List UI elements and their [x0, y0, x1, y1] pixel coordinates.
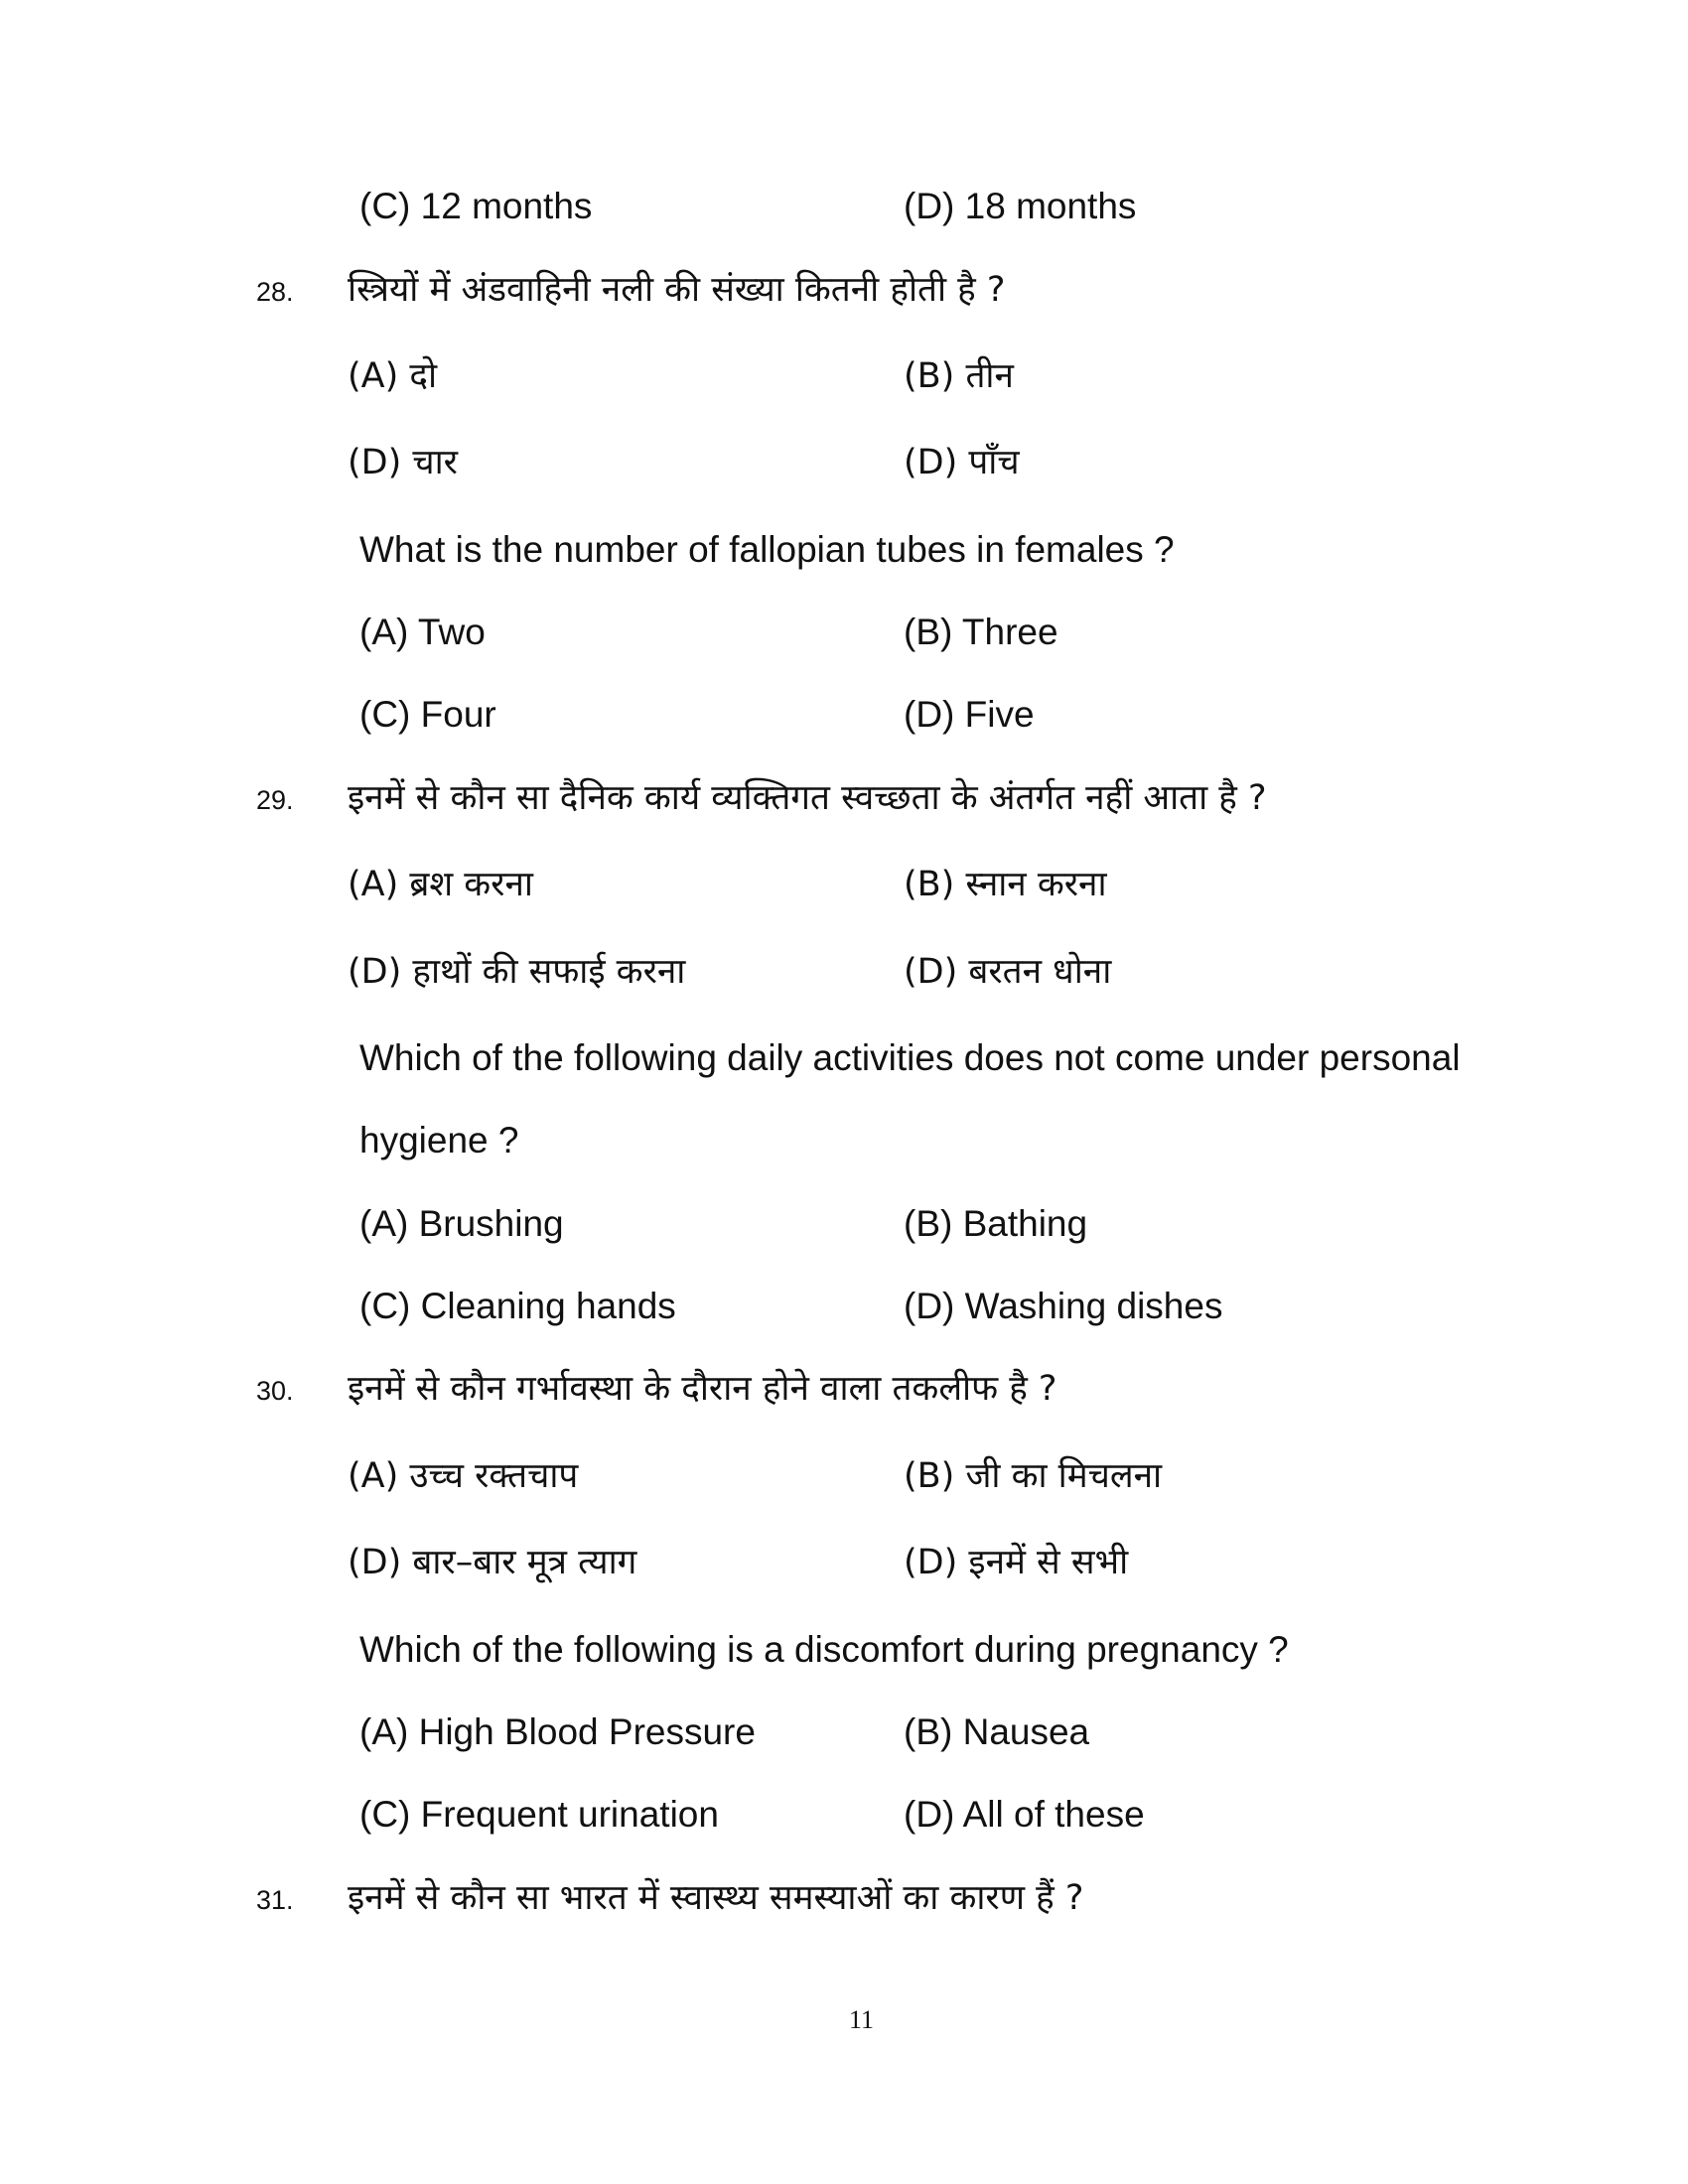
q28-english-option-a: (A) Two	[359, 612, 486, 652]
q29-english-option-a: (A) Brushing	[359, 1203, 564, 1244]
question-29-english-text-line2: hygiene ?	[359, 1120, 519, 1160]
q30-hindi-option-c: (D) बार–बार मूत्र त्याग	[348, 1543, 637, 1582]
q29-english-option-d: (D) Washing dishes	[904, 1286, 1223, 1326]
question-31-hindi-text: इनमें से कौन सा भारत में स्वास्थ्य समस्याओं का कारण हैं ?	[348, 1878, 1084, 1918]
q30-english-option-a: (A) High Blood Pressure	[359, 1711, 756, 1752]
q28-hindi-option-a: (A) दो	[348, 356, 438, 396]
q29-hindi-option-b: (B) स्नान करना	[904, 865, 1107, 904]
q29-hindi-option-a: (A) ब्रश करना	[348, 865, 533, 904]
question-29-english-text-line1: Which of the following daily activities does not come under personal	[359, 1037, 1461, 1078]
q28-english-option-b: (B) Three	[904, 612, 1058, 652]
question-number-29: 29.	[256, 785, 294, 815]
q29-hindi-option-c: (D) हाथों की सफाई करना	[348, 952, 686, 992]
q28-english-option-d: (D) Five	[904, 694, 1035, 735]
q30-english-option-c: (C) Frequent urination	[359, 1794, 719, 1835]
q30-english-option-b: (B) Nausea	[904, 1711, 1090, 1752]
q28-hindi-option-c: (D) चार	[348, 443, 458, 482]
q29-english-option-b: (B) Bathing	[904, 1203, 1088, 1244]
q30-english-option-d: (D) All of these	[904, 1794, 1145, 1835]
question-number-30: 30.	[256, 1376, 294, 1406]
q28-hindi-option-d: (D) पाँच	[904, 443, 1020, 482]
q28-english-option-c: (C) Four	[359, 694, 496, 735]
q30-hindi-option-a: (A) उच्च रक्तचाप	[348, 1456, 579, 1496]
option-prev-c: (C) 12 months	[359, 186, 593, 226]
question-29-hindi-text: इनमें से कौन सा दैनिक कार्य व्यक्तिगत स्वच्छता के अंतर्गत नहीं आता है ?	[348, 778, 1267, 818]
question-number-28: 28.	[256, 277, 294, 307]
q30-hindi-option-b: (B) जी का मिचलना	[904, 1456, 1163, 1496]
question-28-english-text: What is the number of fallopian tubes in females ?	[359, 529, 1175, 570]
question-30-hindi-text: इनमें से कौन गर्भावस्था के दौरान होने वाला तकलीफ है ?	[348, 1369, 1057, 1409]
q29-english-option-c: (C) Cleaning hands	[359, 1286, 676, 1326]
q28-hindi-option-b: (B) तीन	[904, 356, 1014, 396]
question-28-hindi-text: स्त्रियों में अंडवाहिनी नली की संख्या कितनी होती है ?	[348, 270, 1006, 310]
option-prev-d: (D) 18 months	[904, 186, 1137, 226]
q30-hindi-option-d: (D) इनमें से सभी	[904, 1543, 1129, 1582]
question-number-31: 31.	[256, 1885, 294, 1915]
question-30-english-text: Which of the following is a discomfort during pregnancy ?	[359, 1629, 1289, 1670]
q29-hindi-option-d: (D) बरतन धोना	[904, 952, 1112, 992]
page-number: 11	[849, 2005, 875, 2034]
